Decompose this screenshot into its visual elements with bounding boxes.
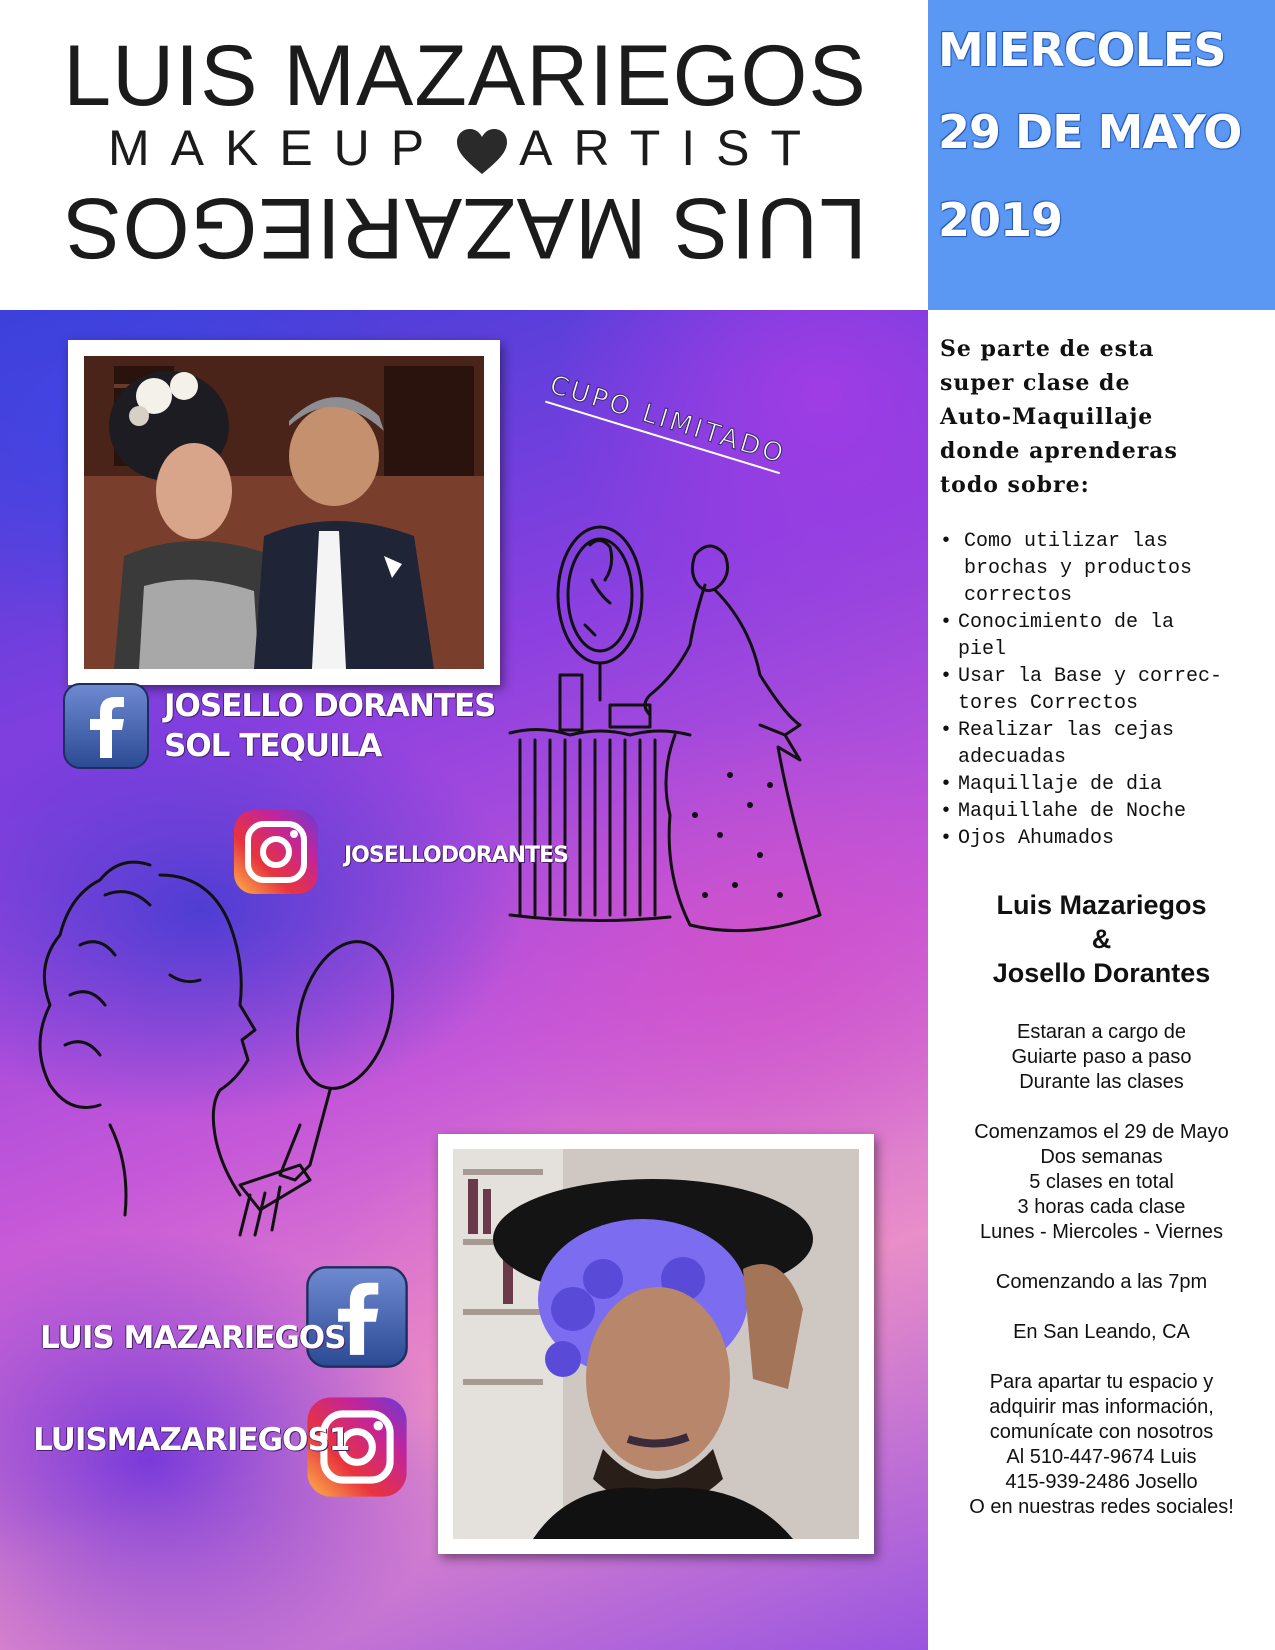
logo-name-mirrored: LUIS MAZARIEGOS	[63, 180, 867, 276]
topic-line: • Maquillaje de dia	[958, 773, 1163, 796]
topic-line: • Usar la Base y correc-	[958, 665, 1223, 688]
start-time	[928, 1270, 1275, 1295]
instructor-name: Luis Mazariegos	[996, 890, 1207, 920]
detail-line: Durante las clases	[1019, 1071, 1184, 1093]
instagram-handle-luis[interactable]: LUISMAZARIEGOS1	[33, 1422, 350, 1458]
detail-line: Comenzando a las 7pm	[995, 1271, 1208, 1293]
photo-drag-queen-and-luis	[84, 356, 484, 669]
logo-sub-right: ARTIST	[519, 120, 823, 176]
list-item	[938, 798, 1270, 825]
topic-line: correctos	[964, 584, 1073, 607]
list-item	[938, 663, 1270, 717]
instructor-names	[928, 888, 1275, 990]
topic-line: brochas y productos	[964, 557, 1193, 580]
facebook-name-josello[interactable]: JOSELLO DORANTES	[164, 688, 496, 724]
date-weekday: MIERCOLES	[938, 23, 1226, 77]
detail-line: adquirir mas información,	[989, 1396, 1214, 1418]
detail-line: 5 clases en total	[1029, 1171, 1174, 1193]
logo-subtitle	[20, 118, 910, 178]
intro-line: donde aprenderas	[940, 438, 1178, 464]
guide-text	[928, 1020, 1275, 1095]
facebook-name-sol-tequila[interactable]: SOL TEQUILA	[164, 728, 382, 764]
logo-name: LUIS MAZARIEGOS	[63, 28, 867, 124]
instructor-ampersand: &	[1091, 924, 1112, 954]
location	[928, 1320, 1275, 1345]
intro-line: Se parte de esta	[940, 336, 1155, 362]
topic-line: piel	[958, 638, 1007, 661]
detail-line: Estaran a cargo de	[1017, 1021, 1186, 1043]
list-item	[938, 528, 1270, 609]
detail-line: En San Leando, CA	[1013, 1321, 1190, 1343]
topic-line: • Realizar las cejas	[958, 719, 1175, 742]
photo-luis-purple-hair	[453, 1149, 859, 1539]
list-item	[938, 771, 1270, 798]
intro-line: super clase de	[940, 370, 1131, 396]
facebook-icon[interactable]	[62, 682, 150, 770]
detail-line: 3 horas cada clase	[1017, 1196, 1186, 1218]
date-day-month: 29 DE MAYO	[938, 105, 1242, 159]
topic-line: • Ojos Ahumados	[958, 827, 1115, 850]
topic-line: • Maquillahe de Noche	[958, 800, 1187, 823]
class-details	[928, 1020, 1275, 1545]
info-column	[928, 310, 1275, 1650]
intro-line: Auto-Maquillaje	[940, 404, 1154, 430]
list-item	[938, 717, 1270, 771]
photo-frame-2	[438, 1134, 874, 1554]
detail-line: O en nuestras redes sociales!	[969, 1496, 1234, 1518]
intro-line: todo sobre:	[940, 472, 1090, 498]
heart-icon	[455, 128, 509, 176]
vanity-illustration	[500, 485, 840, 965]
limited-seats-note: CUPO LIMITADO	[545, 370, 789, 474]
detail-line: Para apartar tu espacio y	[989, 1371, 1214, 1393]
detail-line: comunícate con nosotros	[989, 1421, 1214, 1443]
contact-text	[928, 1370, 1275, 1520]
date-year: 2019	[938, 193, 1063, 247]
photo-frame-1	[68, 340, 500, 685]
detail-line: Lunes - Miercoles - Viernes	[979, 1221, 1224, 1243]
detail-line: Dos semanas	[1040, 1146, 1163, 1168]
phone-luis[interactable]: Al 510-447-9674 Luis	[1006, 1446, 1197, 1468]
instructor-name: Josello Dorantes	[992, 958, 1211, 988]
profile-illustration	[10, 835, 420, 1255]
instagram-icon[interactable]	[232, 808, 320, 896]
facebook-name-luis[interactable]: LUIS MAZARIEGOS	[40, 1320, 346, 1356]
brand-logo	[0, 0, 928, 310]
list-item	[938, 609, 1270, 663]
detail-line: Guiarte paso a paso	[1011, 1046, 1192, 1068]
topic-line: adecuadas	[958, 746, 1067, 769]
art-panel	[0, 310, 928, 1650]
detail-line: Comenzamos el 29 de Mayo	[974, 1121, 1229, 1143]
class-intro	[940, 332, 1270, 502]
date-panel	[928, 0, 1275, 310]
logo-sub-left: MAKEUP	[107, 120, 446, 176]
list-item	[938, 825, 1270, 852]
topic-line: tores Correctos	[958, 692, 1139, 715]
topics-list	[938, 528, 1270, 852]
schedule-text	[928, 1120, 1275, 1245]
phone-josello[interactable]: 415-939-2486 Josello	[1005, 1471, 1198, 1493]
topic-line: • Como utilizar las	[964, 530, 1169, 553]
instagram-handle-josello[interactable]: JOSELLODORANTES	[344, 843, 568, 868]
topic-line: • Conocimiento de la	[958, 611, 1175, 634]
